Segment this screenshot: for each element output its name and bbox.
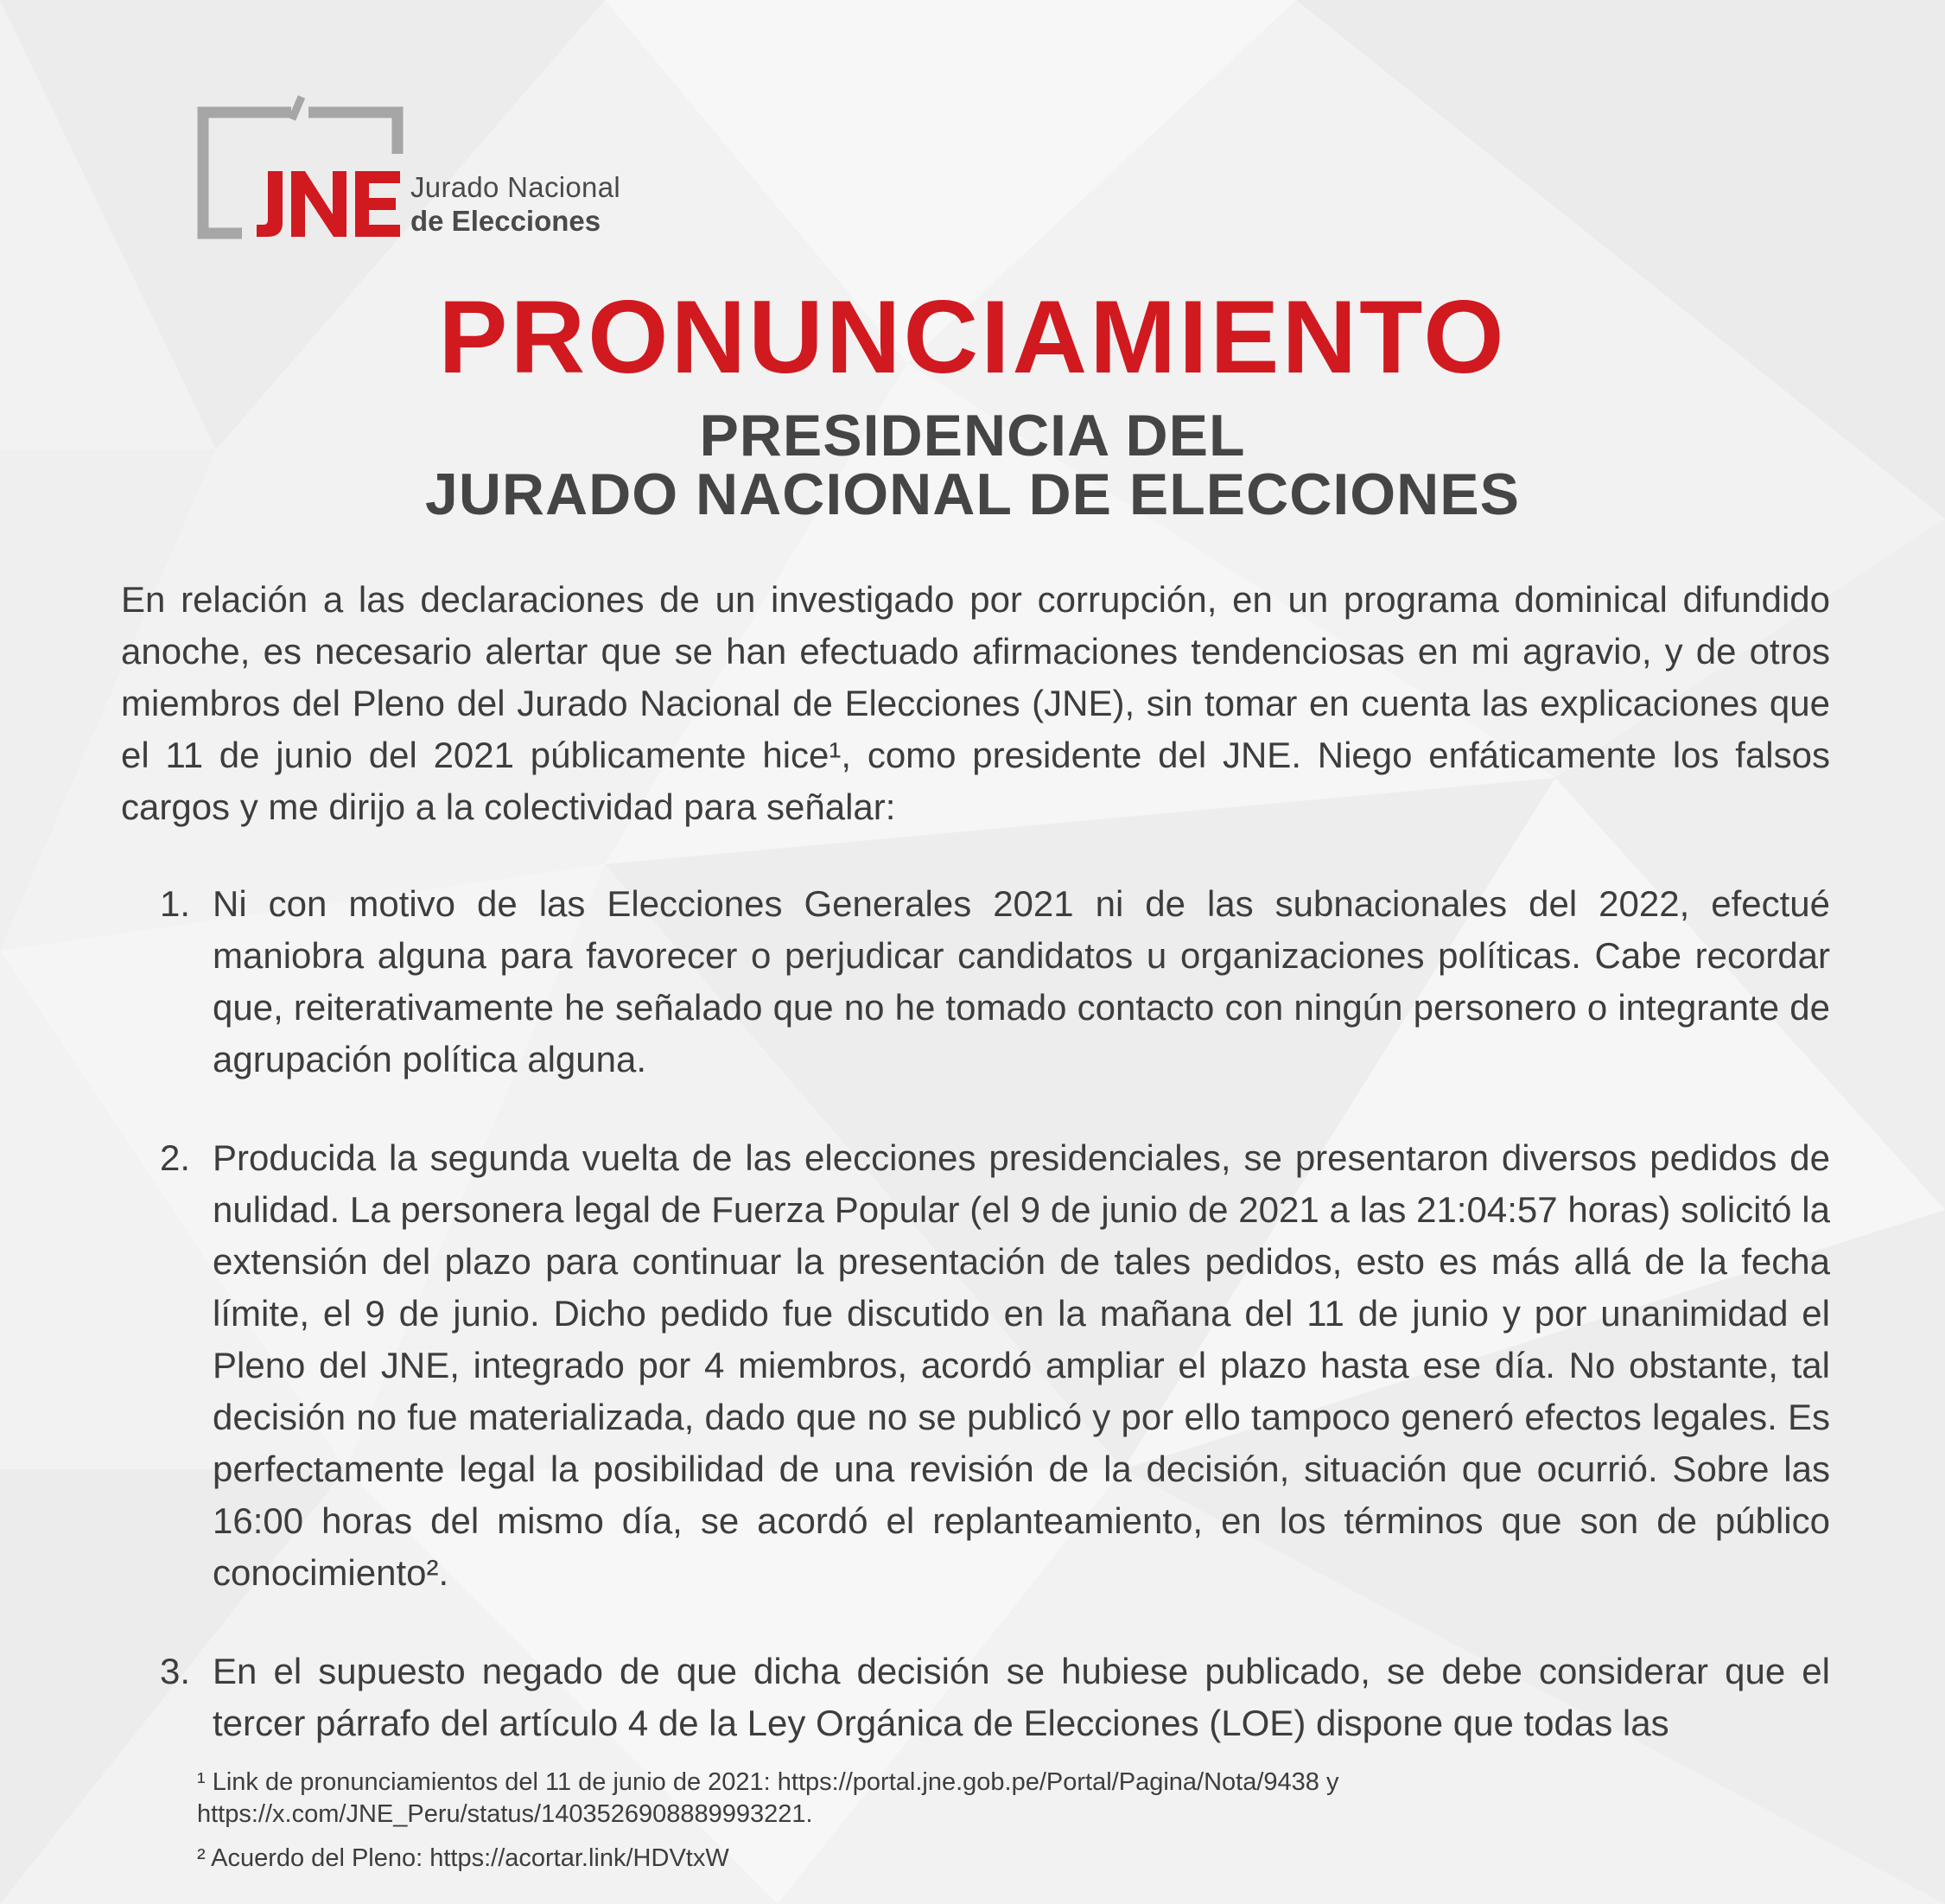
logo-slash	[292, 97, 302, 119]
list-item	[121, 1132, 1830, 1599]
document-title: PRONUNCIAMIENTO	[438, 279, 1507, 395]
logo-letter-n	[291, 171, 346, 237]
list-item	[121, 878, 1830, 1086]
logo-frame	[308, 112, 397, 154]
list-item-number: 3.	[160, 1651, 191, 1691]
list-item-text: Producida la segunda vuelta de las elecciones presidenciales, se presentaron diversos pedidos de nulidad. La personera legal de Fuerza Popular (el 9 de junio de 2021 a las 21:04:57 horas) solicitó la extensión del plazo para continuar la presentación de tales pedidos, esto es más allá de la fecha límite, el 9 de junio. Dicho pedido fue discutido en la mañana del 11 de junio y por unanimidad el Pleno del JNE, integrado por 4 miembros, acordó ampliar el plazo hasta ese día. No obstante, tal decisión no fue materializada, dado que no se publicó y por ello tampoco generó efectos legales. Es perfectamente legal la posibilidad de una revisión de la decisión, situación que ocurrió. Sobre las 16:00 horas del mismo día, se acordó el replanteamiento, en los términos que son de público conocimiento².	[213, 1137, 1830, 1593]
logo-wordmark	[410, 173, 620, 235]
list-item-text: Ni con motivo de las Elecciones Generales 2021 ni de las subnacionales del 2022, efectué maniobra alguna para favorecer o perjudicar candidatos u organizaciones políticas. Cabe recordar que, reiterativamente he señalado que no he tomado contacto con ningún personero o integrante de agrupación política alguna.	[213, 883, 1830, 1079]
logo-name-line1: Jurado Nacional	[410, 171, 620, 203]
logo-letter-j	[257, 171, 283, 237]
logo-letter-e	[355, 171, 400, 237]
list-item-text: En el supuesto negado de que dicha decisión se hubiese publicado, se debe considerar que el tercer párrafo del artículo 4 de la Ley Orgánica de Elecciones (LOE) dispone que todas las	[213, 1651, 1830, 1743]
list-item	[121, 1646, 1830, 1749]
subtitle-line2: JURADO NACIONAL DE ELECCIONES	[425, 462, 1520, 527]
numbered-list	[121, 878, 1830, 1796]
document-subtitle	[0, 403, 1945, 527]
subtitle-line1: PRESIDENCIA DEL	[699, 403, 1246, 468]
footnote-1: ¹ Link de pronunciamientos del 11 de junio de 2021: https://portal.jne.gob.pe/Portal/Pagina/Nota/9438 y https://x.com/JNE_Peru/status/1403526908889993221.	[197, 1768, 1339, 1828]
footnote-2: ² Acuerdo del Pleno: https://acortar.link/HDVtxW	[197, 1844, 729, 1872]
footnotes	[197, 1767, 1839, 1875]
logo-name-line2: de Elecciones	[410, 205, 601, 237]
intro-paragraph: En relación a las declaraciones de un investigado por corrupción, en un programa dominical difundido anoche, es necesario alertar que se han efectuado afirmaciones tendenciosas en mi agravio, y de otros miembros del Pleno del Jurado Nacional de Elecciones (JNE), sin tomar en cuenta las explicaciones que el 11 de junio del 2021 públicamente hice¹, como presidente del JNE. Niego enfáticamente los falsos cargos y me dirijo a la colectividad para señalar:	[121, 579, 1830, 827]
list-item-number: 2.	[160, 1137, 191, 1178]
list-item-number: 1.	[160, 883, 191, 924]
